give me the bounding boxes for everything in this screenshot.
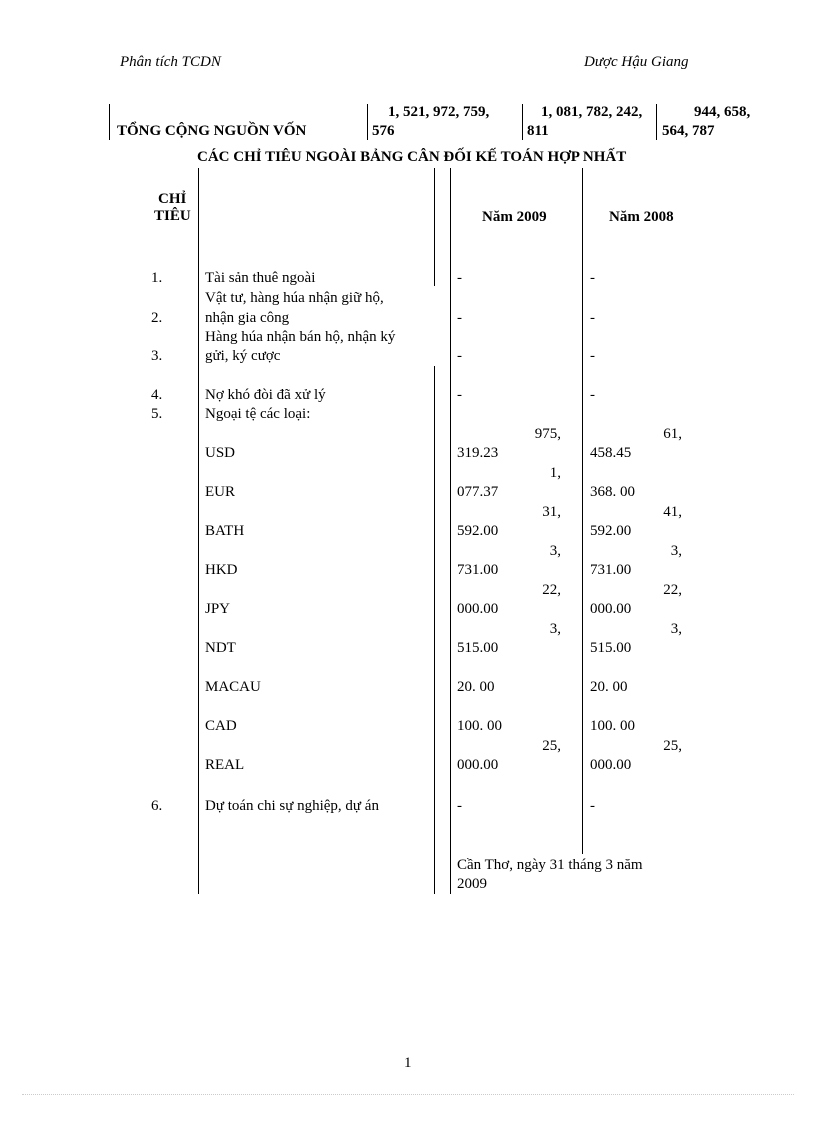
- item-label: Nợ khó đòi đã xử lý: [205, 387, 326, 403]
- value-2009-part1: 3,: [549, 621, 561, 637]
- item-num: 1.: [151, 270, 163, 286]
- signature-line2: 2009: [457, 876, 487, 892]
- value-2009-part2: 731.00: [457, 562, 499, 578]
- divider: [522, 104, 523, 140]
- header-right: Dược Hậu Giang: [584, 54, 689, 70]
- value-2008-part2: 731.00: [590, 562, 632, 578]
- value-2009-part1: 25,: [542, 738, 561, 754]
- value-2009-part1: 1,: [549, 465, 561, 481]
- value-2009: -: [457, 310, 462, 326]
- item-num: 6.: [151, 798, 163, 814]
- header-2008: Năm 2008: [609, 209, 674, 225]
- value-2009-part2: 000.00: [457, 757, 499, 773]
- total-label: TỔNG CỘNG NGUỒN VỐN: [117, 123, 307, 139]
- table-line-col4: [582, 168, 583, 854]
- total-2008-line1: 1, 081, 782, 242,: [541, 104, 643, 120]
- value-2008-part2: 368. 00: [590, 484, 635, 500]
- value-2008: -: [590, 798, 595, 814]
- divider: [656, 104, 657, 140]
- currency-code: MACAU: [205, 679, 261, 695]
- value-2009: -: [457, 270, 462, 286]
- value-2009-part2: 592.00: [457, 523, 499, 539]
- value-2008-part2: 20. 00: [590, 679, 628, 695]
- value-2009: -: [457, 348, 462, 364]
- value-2009-part2: 20. 00: [457, 679, 495, 695]
- value-2009-part2: 077.37: [457, 484, 499, 500]
- value-2009-part1: 31,: [542, 504, 561, 520]
- page-number: 1: [404, 1055, 412, 1071]
- value-2008-part2: 592.00: [590, 523, 632, 539]
- value-2008: -: [590, 387, 595, 403]
- value-2008-part2: 515.00: [590, 640, 632, 656]
- currency-code: USD: [205, 445, 236, 461]
- value-2008-part1: 41,: [663, 504, 682, 520]
- value-2008-part2: 000.00: [590, 601, 632, 617]
- value-2008-part1: 25,: [663, 738, 682, 754]
- item-num: 5.: [151, 406, 163, 422]
- value-2008-part2: 100. 00: [590, 718, 635, 734]
- item-label-cont: gửi, ký cược: [205, 348, 281, 364]
- total-2007-line2: 564, 787: [662, 123, 715, 139]
- table-line-col2a: [434, 168, 435, 286]
- section-title: CÁC CHỈ TIÊU NGOÀI BẢNG CÂN ĐỐI KẾ TOÁN HỢP NHẤT: [197, 149, 627, 165]
- divider: [109, 104, 110, 140]
- signature-line1: Cần Thơ, ngày 31 tháng 3 năm: [457, 857, 643, 873]
- value-2008-part2: 458.45: [590, 445, 632, 461]
- item-num: 4.: [151, 387, 163, 403]
- header-chi: CHỈ: [158, 191, 187, 207]
- value-2008: -: [590, 270, 595, 286]
- header-2009: Năm 2009: [482, 209, 547, 225]
- value-2008-part1: 61,: [663, 426, 682, 442]
- value-2009-part2: 319.23: [457, 445, 499, 461]
- value-2008-part1: 22,: [663, 582, 682, 598]
- divider: [367, 104, 368, 140]
- value-2008-part1: 3,: [670, 621, 682, 637]
- total-2007-line1: 944, 658,: [694, 104, 751, 120]
- header-tieu: TIÊU: [154, 208, 191, 224]
- item-label-cont: nhận gia công: [205, 310, 290, 326]
- page-divider: [22, 1094, 794, 1095]
- value-2008-part2: 000.00: [590, 757, 632, 773]
- item-num: 3.: [151, 348, 163, 364]
- value-2009-part2: 000.00: [457, 601, 499, 617]
- table-line-col2b: [434, 366, 435, 894]
- currency-code: BATH: [205, 523, 245, 539]
- currency-code: EUR: [205, 484, 235, 500]
- currency-code: NDT: [205, 640, 236, 656]
- value-2009: -: [457, 387, 462, 403]
- table-line-col3: [450, 168, 451, 894]
- total-2009-line1: 1, 521, 972, 759,: [388, 104, 490, 120]
- item-num: 2.: [151, 310, 163, 326]
- item-label: Vật tư, hàng húa nhận giữ hộ,: [205, 290, 384, 306]
- currency-code: JPY: [205, 601, 231, 617]
- item-label: Tài sản thuê ngoài: [205, 270, 316, 286]
- value-2009: -: [457, 798, 462, 814]
- currency-code: REAL: [205, 757, 245, 773]
- item-label: Ngoại tệ các loại:: [205, 406, 311, 422]
- value-2009-part1: 22,: [542, 582, 561, 598]
- currency-code: CAD: [205, 718, 237, 734]
- total-2008-line2: 811: [527, 123, 549, 139]
- currency-code: HKD: [205, 562, 238, 578]
- item-label: Hàng húa nhận bán hộ, nhận ký: [205, 329, 396, 345]
- table-line-col1: [198, 168, 199, 894]
- total-2009-line2: 576: [372, 123, 395, 139]
- value-2008-part1: 3,: [670, 543, 682, 559]
- value-2008: -: [590, 348, 595, 364]
- value-2009-part1: 3,: [549, 543, 561, 559]
- header-left: Phân tích TCDN: [120, 54, 221, 70]
- item-label: Dự toán chi sự nghiệp, dự án: [205, 798, 379, 814]
- value-2009-part2: 100. 00: [457, 718, 502, 734]
- value-2008: -: [590, 310, 595, 326]
- value-2009-part2: 515.00: [457, 640, 499, 656]
- value-2009-part1: 975,: [534, 426, 561, 442]
